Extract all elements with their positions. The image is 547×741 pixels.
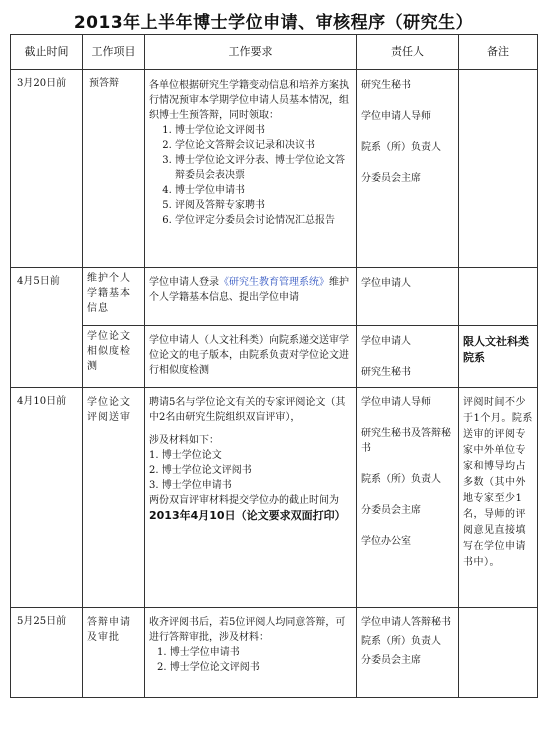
- responsible-item: 学位申请人导师: [361, 397, 431, 408]
- item-cell: 学位论文评阅送审: [83, 388, 145, 608]
- list-item: 2. 博士学位论文评阅书: [149, 465, 252, 476]
- requirements-intro: 各单位根据研究生学籍变动信息和培养方案执行情况预审本学期学位申请人员基本情况，组织博士生预答辩，同时领取：: [149, 80, 349, 121]
- requirements-cell: [145, 268, 357, 326]
- remarks-cell: [459, 268, 538, 326]
- requirements-cell: [145, 608, 357, 698]
- responsible-item: 学位申请人导师: [361, 111, 431, 122]
- table-row: [11, 388, 538, 608]
- requirements-cell: [145, 388, 357, 608]
- table-row: [11, 608, 538, 698]
- responsible-item: 研究生秘书: [361, 80, 411, 91]
- responsible-item: 院系（所）负责人: [361, 142, 441, 153]
- table-row: [11, 268, 538, 326]
- header-item: 工作项目: [83, 35, 145, 70]
- responsible-cell: [357, 326, 459, 388]
- remarks-cell: 评阅时间不少于1个月。院系送审的评阅专家中外单位专家和博导均占多数（其中外地专家至少1名，导师的评阅意见直接填写在学位申请书中）。: [459, 388, 538, 608]
- header-deadline: 截止时间: [11, 35, 83, 70]
- header-remarks: 备注: [459, 35, 538, 70]
- responsible-item: 分委员会主席: [361, 655, 421, 666]
- list-item: 4. 博士学位申请书: [175, 183, 352, 198]
- materials-list: [149, 123, 352, 228]
- deadline-cell: 4月10日前: [11, 388, 83, 608]
- header-responsible: 责任人: [357, 35, 459, 70]
- responsible-cell: [357, 388, 459, 608]
- requirements-text: 学位申请人登录: [149, 277, 219, 288]
- responsible-item: 院系（所）负责人: [361, 474, 441, 485]
- responsible-cell: [357, 70, 459, 268]
- responsible-cell: [357, 268, 459, 326]
- table-row: [11, 70, 538, 268]
- deadline-text: 两份双盲评审材料提交学位办的截止时间为: [149, 495, 339, 506]
- responsible-item: 分委员会主席: [361, 173, 421, 184]
- procedure-table: [10, 34, 538, 698]
- responsible-item: 院系（所）负责人: [361, 636, 441, 647]
- responsible-cell: [357, 608, 459, 698]
- deadline-cell: 3月20日前: [11, 70, 83, 268]
- responsible-item: 研究生秘书及答辩秘书: [361, 428, 451, 454]
- item-cell: 答辩申请及审批: [83, 608, 145, 698]
- list-item: 3. 博士学位申请书: [149, 480, 232, 491]
- requirements-intro: 收齐评阅书后，若5位评阅人均同意答辩，可进行答辩审批，涉及材料：: [149, 617, 346, 643]
- deadline-bold: 2013年4月10日（论文要求双面打印）: [149, 509, 346, 522]
- list-item: 1. 博士学位论文评阅书: [175, 123, 352, 138]
- list-item: 2. 博士学位论文评阅书: [157, 662, 260, 673]
- requirements-intro: 聘请5名与学位论文有关的专家评阅论文（其中2名由研究生院组织双盲评审），: [149, 397, 346, 423]
- system-link[interactable]: 《研究生教育管理系统》: [219, 277, 329, 288]
- responsible-item: 学位申请人: [361, 336, 411, 347]
- table-header-row: [11, 35, 538, 70]
- responsible-item: 学位申请人答辩秘书: [361, 617, 451, 628]
- header-requirements: 工作要求: [145, 35, 357, 70]
- remarks-cell: [459, 70, 538, 268]
- list-item: 5. 评阅及答辩专家聘书: [175, 198, 352, 213]
- materials-title: 涉及材料如下：: [149, 435, 219, 446]
- page-title: 2013年上半年博士学位申请、审核程序（研究生）: [73, 13, 474, 33]
- requirements-text: 维护个人学籍基本信息、提出学位申请: [149, 277, 349, 303]
- remarks-cell: [459, 608, 538, 698]
- responsible-item: 分委员会主席: [361, 505, 421, 516]
- deadline-cell: 4月5日前: [11, 268, 83, 388]
- list-item: 3. 博士学位论文评分表、博士学位论文答辩委员会表决票: [175, 153, 352, 183]
- table-row: [11, 326, 538, 388]
- item-cell: 维护个人学籍基本信息: [83, 268, 145, 326]
- list-item: 6. 学位评定分委员会讨论情况汇总报告: [175, 213, 352, 228]
- item-cell: 预答辩: [83, 70, 145, 268]
- requirements-cell: 学位申请人（人文社科类）向院系递交送审学位论文的电子版本，由院系负责对学位论文进行相似度检测: [145, 326, 357, 388]
- remarks-cell: 限人文社科类院系: [459, 326, 538, 388]
- responsible-item: 学位办公室: [361, 536, 411, 547]
- list-item: 1. 博士学位申请书: [157, 647, 240, 658]
- requirements-cell: [145, 70, 357, 268]
- responsible-item: 学位申请人: [361, 278, 411, 289]
- deadline-cell: 5月25日前: [11, 608, 83, 698]
- item-cell: 学位论文相似度检测: [83, 326, 145, 388]
- list-item: 1. 博士学位论文: [149, 450, 222, 461]
- list-item: 2. 学位论文答辩会议记录和决议书: [175, 138, 352, 153]
- responsible-item: 研究生秘书: [361, 367, 411, 378]
